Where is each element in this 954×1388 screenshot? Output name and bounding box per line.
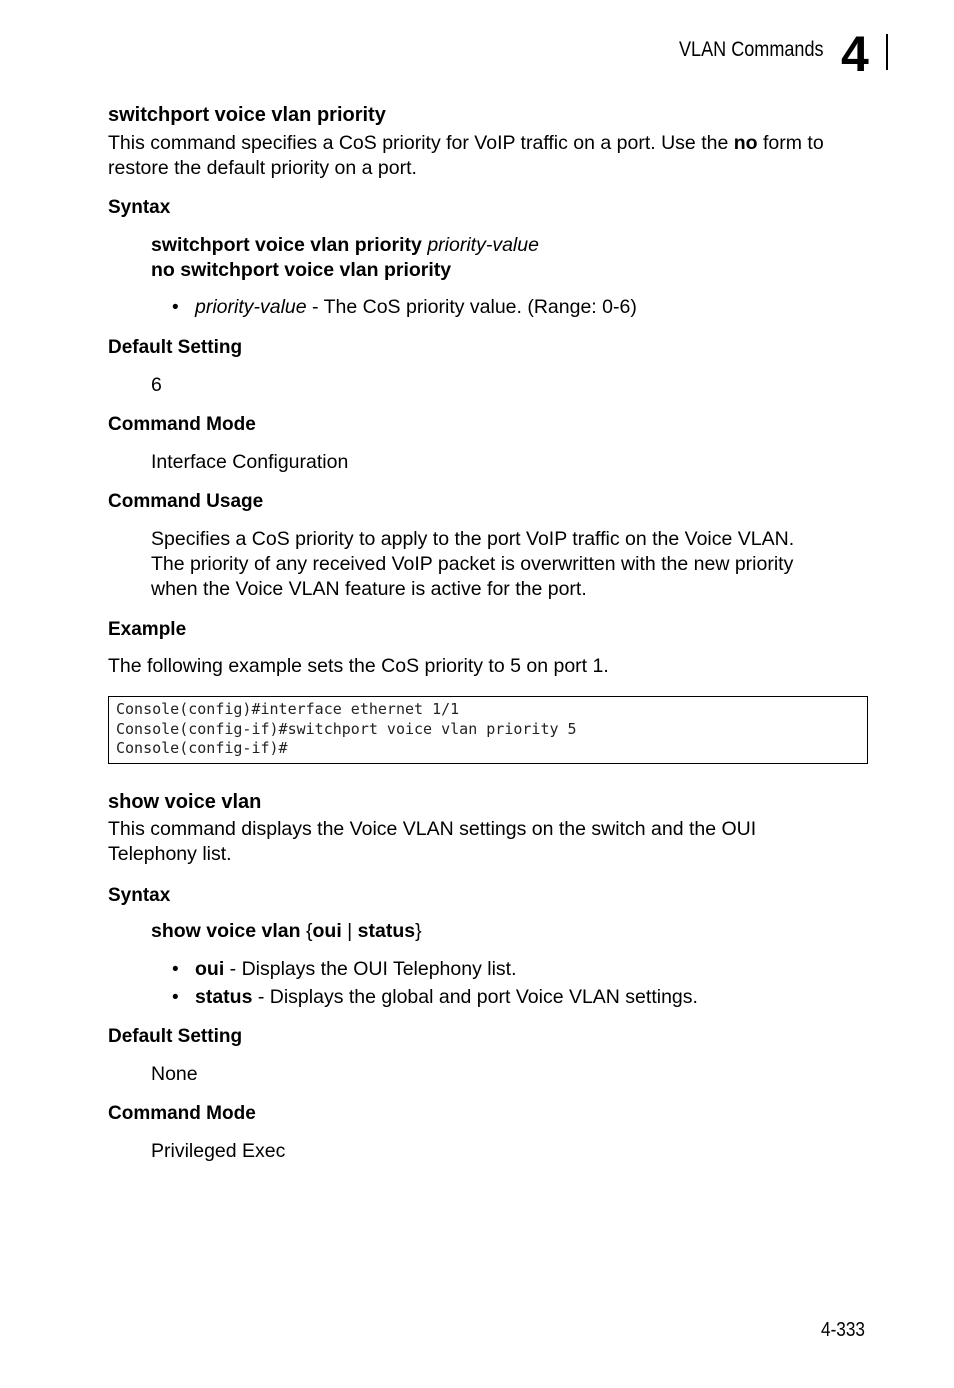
mode-heading: Command Mode — [108, 414, 256, 435]
mode-heading: Command Mode — [108, 1103, 256, 1124]
page-number: 4-333 — [821, 1319, 865, 1341]
command-description: This command displays the Voice VLAN settings on the switch and the OUI — [108, 818, 757, 840]
code-example-box — [108, 696, 868, 764]
default-heading: Default Setting — [108, 1026, 243, 1047]
default-heading: Default Setting — [108, 337, 243, 358]
syntax-line: show voice vlan {oui | status} — [151, 920, 422, 942]
usage-text: The priority of any received VoIP packet is overwritten with the new priority — [151, 553, 794, 575]
bullet: • — [172, 959, 179, 980]
command-description-cont: restore the default priority on a port. — [108, 157, 417, 179]
default-value: None — [151, 1063, 198, 1085]
parameter-item: oui - Displays the OUI Telephony list. — [195, 958, 517, 980]
syntax-line-no-form: no switchport voice vlan priority — [151, 259, 452, 281]
code-line: Console(config-if)#switchport voice vlan priority 5 — [116, 719, 577, 738]
command-title: show voice vlan — [108, 791, 262, 813]
mode-value: Interface Configuration — [151, 451, 349, 473]
syntax-heading: Syntax — [108, 197, 171, 218]
chapter-number: 4 — [841, 26, 869, 82]
usage-text: when the Voice VLAN feature is active for the port. — [151, 578, 587, 600]
command-title: switchport voice vlan priority — [108, 104, 386, 126]
example-heading: Example — [108, 619, 187, 640]
running-header: VLAN Commands — [679, 38, 824, 61]
chapter-divider — [886, 34, 888, 70]
default-value: 6 — [151, 374, 162, 396]
usage-heading: Command Usage — [108, 491, 264, 512]
bullet: • — [172, 297, 179, 318]
syntax-heading: Syntax — [108, 885, 171, 906]
example-intro: The following example sets the CoS priority to 5 on port 1. — [108, 655, 609, 677]
bullet: • — [172, 987, 179, 1008]
syntax-line: switchport voice vlan priority priority-value — [151, 234, 539, 256]
parameter-item: priority-value - The CoS priority value. (Range: 0-6) — [195, 296, 637, 318]
code-line: Console(config-if)# — [116, 739, 288, 757]
code-line: Console(config)#interface ethernet 1/1 — [116, 700, 460, 718]
command-description-cont: Telephony list. — [108, 843, 232, 865]
usage-text: Specifies a CoS priority to apply to the port VoIP traffic on the Voice VLAN. — [151, 528, 795, 550]
parameter-item: status - Displays the global and port Voice VLAN settings. — [195, 986, 698, 1008]
mode-value: Privileged Exec — [151, 1140, 286, 1162]
command-description: This command specifies a CoS priority for VoIP traffic on a port. Use the no form to — [108, 132, 824, 154]
